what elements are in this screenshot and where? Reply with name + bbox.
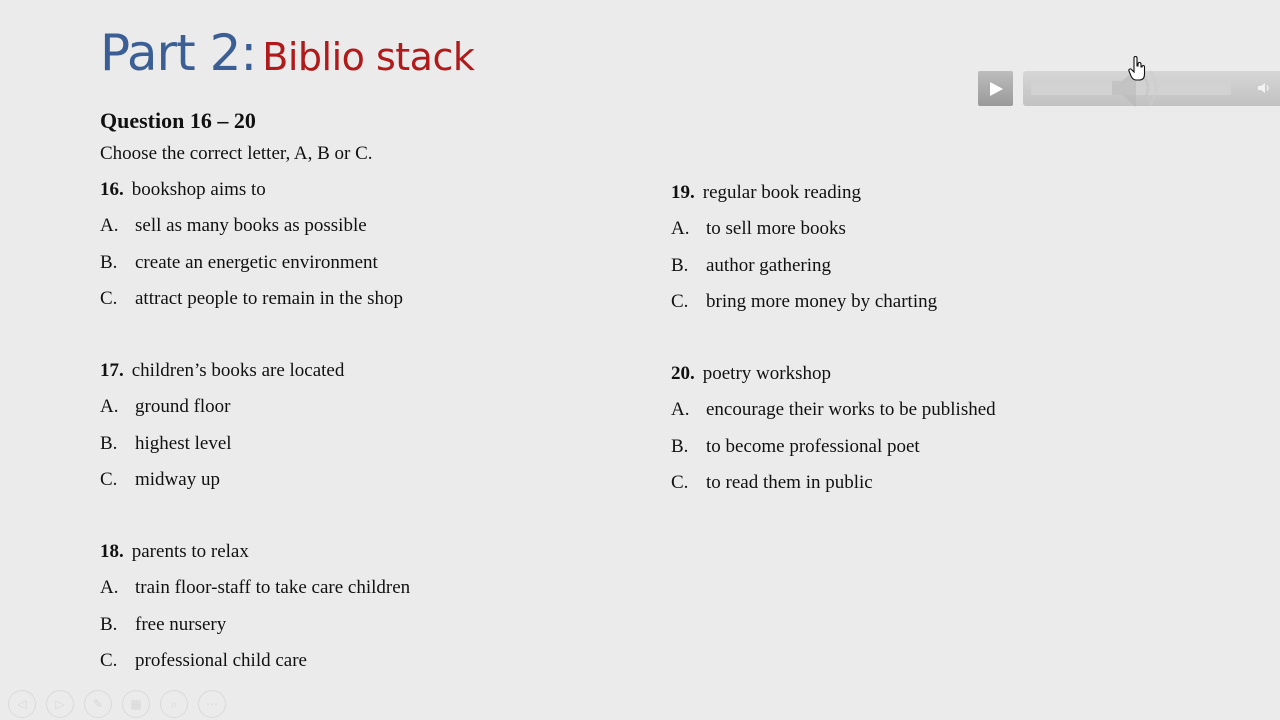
title-part: Part 2: bbox=[100, 24, 257, 82]
option-a bbox=[100, 208, 403, 244]
question-number: 19. bbox=[671, 182, 695, 203]
option-b bbox=[100, 607, 410, 643]
option-text: to become professional poet bbox=[706, 435, 920, 457]
option-c bbox=[100, 281, 403, 317]
more-icon: ⋯ bbox=[206, 697, 218, 711]
option-letter: C. bbox=[100, 469, 118, 491]
option-letter: C. bbox=[100, 288, 118, 310]
option-letter: C. bbox=[671, 291, 689, 313]
option-a bbox=[671, 392, 996, 428]
question-range-heading: Question 16 – 20 bbox=[100, 108, 256, 133]
option-text: bring more money by charting bbox=[706, 291, 938, 313]
option-text: to read them in public bbox=[706, 472, 873, 494]
option-c bbox=[671, 465, 996, 501]
question-stem bbox=[100, 534, 410, 570]
option-letter: C. bbox=[100, 650, 118, 672]
instruction-text: Choose the correct letter, A, B or C. bbox=[100, 143, 373, 164]
option-b bbox=[100, 245, 403, 281]
pen-icon: ✎ bbox=[92, 697, 104, 711]
option-letter: B. bbox=[671, 254, 689, 276]
question-stem bbox=[671, 356, 996, 392]
previous-icon: ◁ bbox=[17, 697, 27, 711]
zoom-icon: ⌕ bbox=[170, 696, 178, 711]
more-button[interactable] bbox=[198, 690, 226, 718]
option-c bbox=[100, 643, 410, 679]
question-19 bbox=[671, 175, 937, 321]
option-text: free nursery bbox=[135, 613, 227, 635]
question-text: poetry workshop bbox=[702, 363, 831, 384]
option-text: create an energetic environment bbox=[135, 251, 378, 273]
slide-navigation bbox=[8, 690, 226, 718]
question-number: 17. bbox=[100, 360, 124, 381]
question-text: regular book reading bbox=[702, 182, 862, 203]
next-button[interactable] bbox=[46, 690, 74, 718]
option-a bbox=[671, 211, 937, 247]
question-text: parents to relax bbox=[131, 541, 249, 562]
question-16 bbox=[100, 172, 403, 318]
option-letter: A. bbox=[671, 399, 690, 421]
option-b bbox=[100, 426, 344, 462]
question-20 bbox=[671, 356, 996, 502]
pen-button[interactable] bbox=[84, 690, 112, 718]
option-letter: C. bbox=[671, 472, 689, 494]
option-letter: A. bbox=[100, 577, 119, 599]
option-text: professional child care bbox=[135, 650, 307, 672]
question-number: 20. bbox=[671, 363, 695, 384]
option-letter: B. bbox=[100, 432, 118, 454]
question-number: 16. bbox=[100, 179, 124, 200]
option-c bbox=[671, 284, 937, 320]
hand-cursor-icon bbox=[1128, 56, 1146, 82]
option-text: attract people to remain in the shop bbox=[135, 288, 404, 310]
option-text: encourage their works to be published bbox=[706, 399, 996, 421]
question-stem bbox=[671, 175, 937, 211]
option-a bbox=[100, 389, 344, 425]
slides-icon: ▦ bbox=[130, 697, 142, 711]
option-letter: A. bbox=[100, 215, 119, 237]
question-stem bbox=[100, 172, 403, 208]
volume-icon[interactable] bbox=[1256, 80, 1272, 96]
play-icon bbox=[987, 80, 1005, 98]
option-a bbox=[100, 570, 410, 606]
play-button[interactable] bbox=[978, 71, 1013, 106]
option-b bbox=[671, 248, 937, 284]
option-text: to sell more books bbox=[706, 218, 846, 240]
slides-button[interactable] bbox=[122, 690, 150, 718]
next-icon: ▷ bbox=[55, 697, 65, 711]
option-text: author gathering bbox=[706, 254, 832, 276]
option-text: sell as many books as possible bbox=[135, 215, 367, 237]
option-letter: B. bbox=[671, 435, 689, 457]
question-text: bookshop aims to bbox=[131, 179, 266, 200]
option-b bbox=[671, 429, 996, 465]
zoom-button[interactable] bbox=[160, 690, 188, 718]
option-text: highest level bbox=[135, 432, 232, 454]
question-stem bbox=[100, 353, 344, 389]
option-c bbox=[100, 462, 344, 498]
question-17 bbox=[100, 353, 344, 499]
previous-button[interactable] bbox=[8, 690, 36, 718]
question-text: children’s books are located bbox=[131, 360, 345, 381]
option-letter: A. bbox=[671, 218, 690, 240]
question-number: 18. bbox=[100, 541, 124, 562]
slide-title bbox=[100, 24, 474, 82]
option-text: train floor-staff to take care children bbox=[135, 577, 411, 599]
option-letter: A. bbox=[100, 396, 119, 418]
option-text: midway up bbox=[135, 469, 220, 491]
title-name: Biblio stack bbox=[262, 35, 475, 79]
option-letter: B. bbox=[100, 613, 118, 635]
question-18 bbox=[100, 534, 410, 680]
option-letter: B. bbox=[100, 251, 118, 273]
option-text: ground floor bbox=[135, 396, 231, 418]
